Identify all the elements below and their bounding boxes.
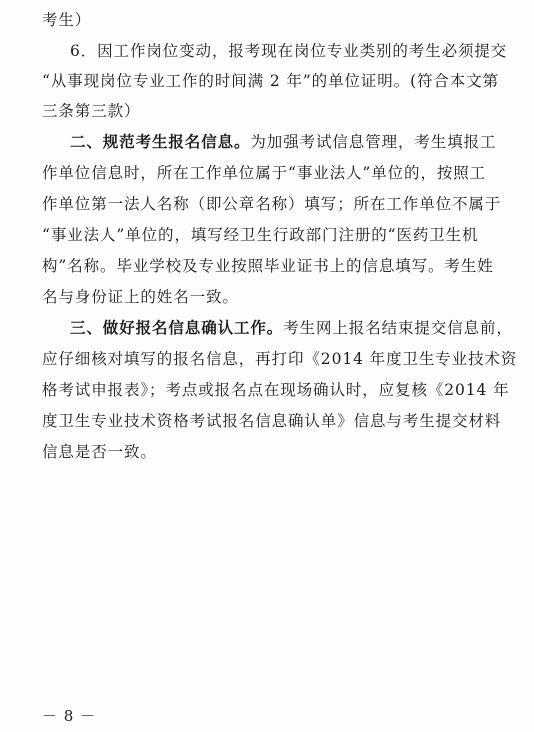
section-2-heading: 二、规范考生报名信息。	[70, 132, 251, 151]
paragraph-line: 度卫生专业技术资格考试报名信息确认单》信息与考生提交材料	[42, 412, 502, 430]
paragraph-line: 作单位信息时，所在工作单位属于“事业法人”单位的，按照工	[42, 164, 487, 182]
paragraph-line: 三条第三款）	[42, 102, 141, 120]
paragraph-line: 名与身份证上的姓名一致。	[42, 288, 239, 306]
paragraph-line: 考生）	[42, 11, 92, 29]
paragraph-line: 作单位第一法人名称（即公章名称）填写；所在工作单位不属于	[42, 195, 502, 213]
paragraph-line: 构”名称。毕业学校及专业按照毕业证书上的信息填写。考生姓	[42, 257, 494, 275]
section-3-text: 考生网上报名结束提交信息前，	[283, 319, 513, 337]
page-number: － 8 －	[42, 707, 97, 725]
paragraph-line: “事业法人”单位的，填写经卫生行政部门注册的“医药卫生机	[42, 226, 479, 244]
section-3-heading: 三、做好报名信息确认工作。	[70, 318, 284, 337]
paragraph-line: 应仔细核对填写的报名信息，再打印《2014 年度卫生专业技术资	[42, 350, 518, 368]
paragraph-line: “从事现岗位专业工作的时间满 2 年”的单位证明。(符合本文第	[42, 72, 500, 90]
paragraph-line: 信息是否一致。	[42, 443, 157, 461]
paragraph-line: 格考试申报表》；考点或报名点在现场确认时，应复核《2014 年	[42, 381, 510, 399]
section-2-first-line	[70, 132, 500, 152]
section-2-text: 为加强考试信息管理，考生填报工	[250, 133, 497, 151]
paragraph-line: 6．因工作岗位变动，报考现在岗位专业类别的考生必须提交	[70, 42, 508, 60]
section-3-first-line	[70, 318, 513, 338]
